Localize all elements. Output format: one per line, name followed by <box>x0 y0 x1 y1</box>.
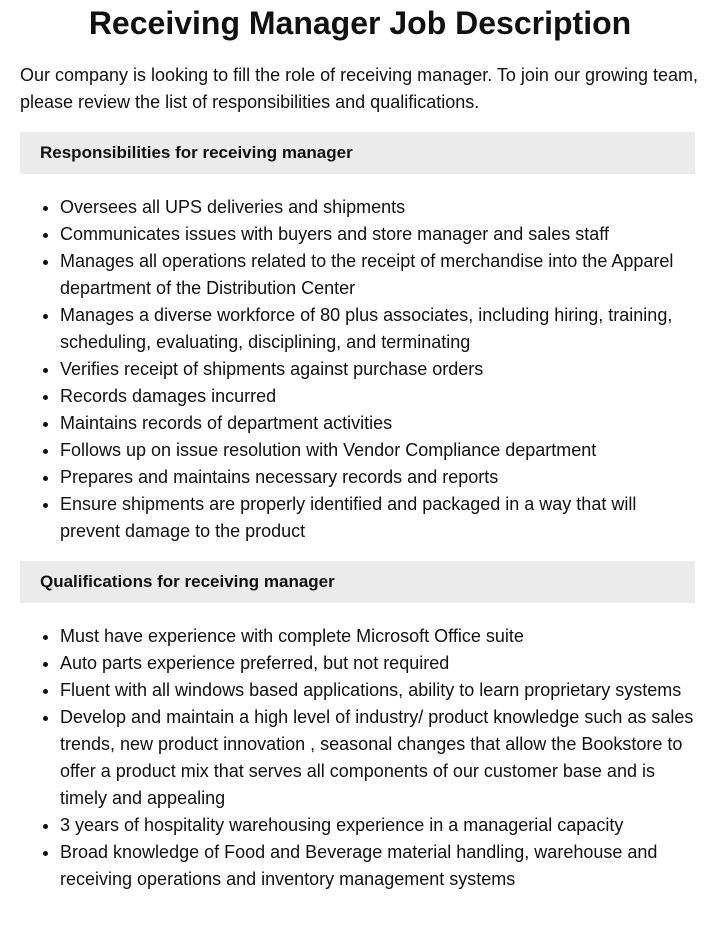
list-item: • Auto parts experience preferred, but not required <box>60 650 700 677</box>
list-item: • Develop and maintain a high level of industry/ product knowledge such as sales trends, new product innovation , seasonal changes that allow the Bookstore to offer a product mix that serves all components of our customer base and is timely and appealing <box>60 704 700 812</box>
list-item: • Oversees all UPS deliveries and shipments <box>60 194 700 221</box>
section-list <box>20 623 700 893</box>
page-title: Receiving Manager Job Description <box>88 5 632 41</box>
list-item: • Manages all operations related to the receipt of merchandise into the Apparel department of the Distribution Center <box>60 248 700 302</box>
list-item: • Verifies receipt of shipments against purchase orders <box>60 356 700 383</box>
section-heading: Responsibilities for receiving manager <box>20 132 695 174</box>
list-item: • Manages a diverse workforce of 80 plus associates, including hiring, training, scheduling, evaluating, disciplining, and terminating <box>60 302 700 356</box>
list-item: • Must have experience with complete Microsoft Office suite <box>60 623 700 650</box>
list-item: • Records damages incurred <box>60 383 700 410</box>
list-item: • Maintains records of department activities <box>60 410 700 437</box>
section-list <box>20 194 700 545</box>
section-heading: Qualifications for receiving manager <box>20 561 695 603</box>
list-item: • Follows up on issue resolution with Vendor Compliance department <box>60 437 700 464</box>
list-item: • 3 years of hospitality warehousing experience in a managerial capacity <box>60 812 700 839</box>
intro-text: Our company is looking to fill the role of receiving manager. To join our growing team, please review the list of responsibilities and qualifications. <box>20 65 699 112</box>
list-item: • Fluent with all windows based applications, ability to learn proprietary systems <box>60 677 700 704</box>
list-item: • Communicates issues with buyers and store manager and sales staff <box>60 221 700 248</box>
list-item: • Prepares and maintains necessary records and reports <box>60 464 700 491</box>
list-item: • Broad knowledge of Food and Beverage material handling, warehouse and receiving operations and inventory management systems <box>60 839 700 893</box>
list-item: • Ensure shipments are properly identified and packaged in a way that will prevent damage to the product <box>60 491 700 545</box>
